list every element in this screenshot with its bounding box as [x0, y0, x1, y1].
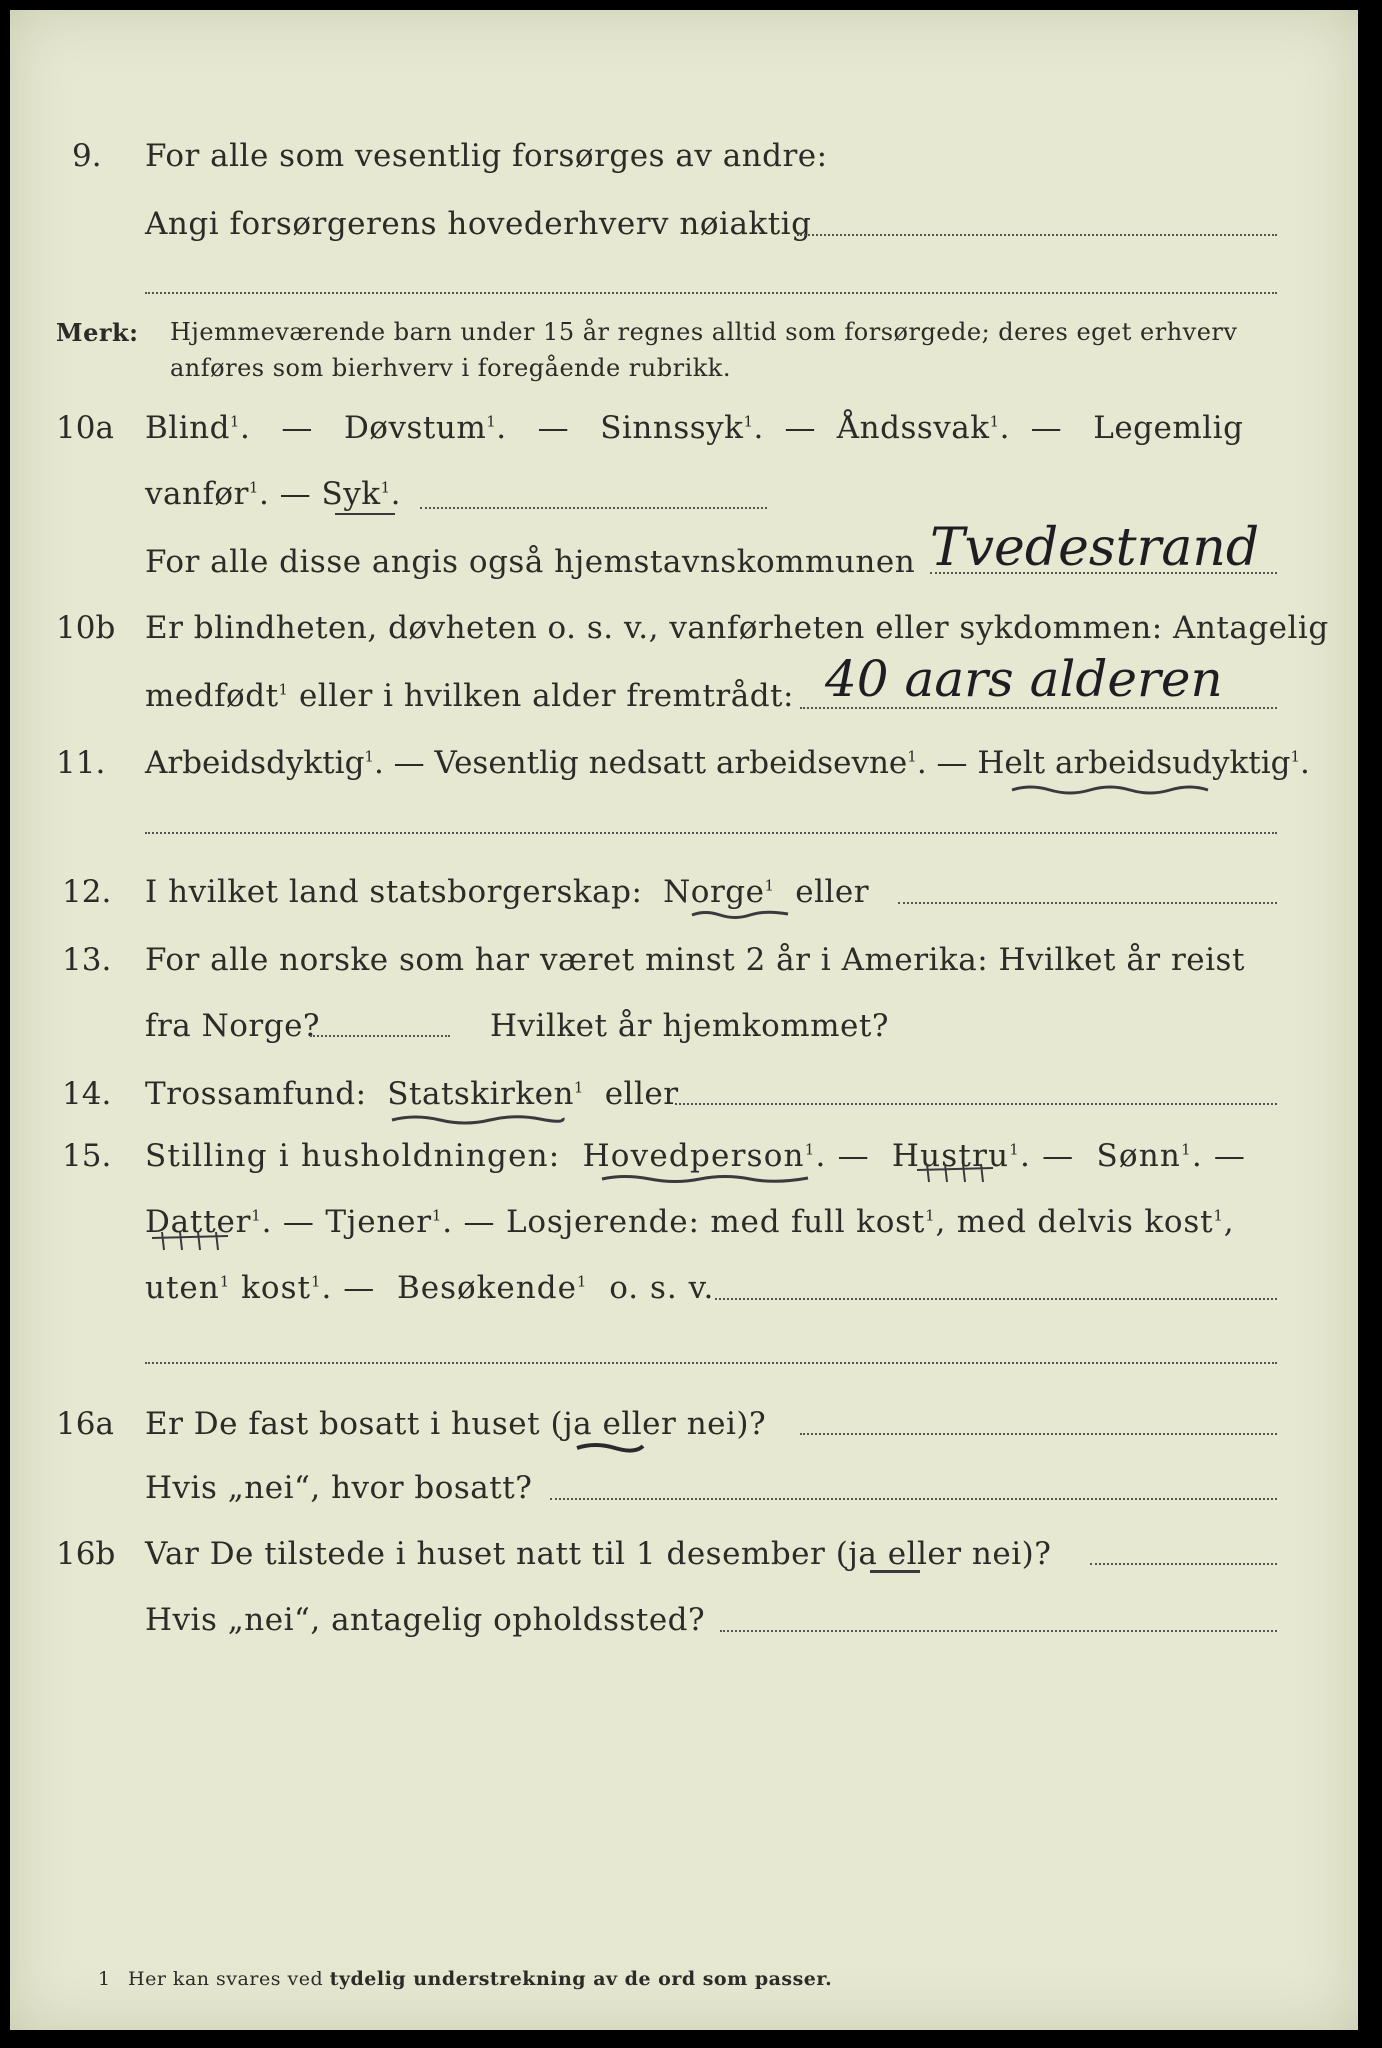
q11-extra-line: [145, 832, 1277, 834]
q10b-line2b: eller i hvilken alder fremtrådt:: [298, 678, 794, 714]
norge-option: Norge: [663, 874, 765, 910]
q10a-line3: For alle disse angis også hjemstavnskommunen: [145, 544, 916, 580]
q15-extra-line: [145, 1362, 1277, 1364]
q14-text: Trossamfund:: [145, 1076, 367, 1112]
footnote-line: [128, 1968, 832, 1990]
q9-line1: For alle som vesentlig forsørges av andre:: [145, 138, 828, 174]
q10b-line1: Er blindheten, døvheten o. s. v., vanførheten eller sykdommen: Antagelig: [145, 610, 1329, 646]
q13-line1: For alle norske som har været minst 2 år i Amerika: Hvilket år reist: [145, 942, 1245, 978]
syk-underline: [335, 513, 395, 515]
delvis-option: med delvis kost: [956, 1204, 1214, 1240]
ja-underline-16b: [870, 1570, 920, 1573]
losjerende-option: Losjerende: med full kost: [506, 1204, 926, 1240]
q10a-line2-dots: [420, 507, 767, 509]
alder-handwritten: 40 aars alderen: [825, 650, 1223, 708]
merk-line2: anføres som bierhverv i foregående rubrikk.: [170, 354, 731, 382]
uten-option: uten: [145, 1270, 220, 1306]
nedsatt-option: Vesentlig nedsatt arbeidsevne: [434, 745, 908, 781]
q9-line2: Angi forsørgerens hovederhverv nøiaktig: [145, 206, 812, 242]
q13-number: 13.: [62, 942, 112, 978]
tjener-option: Tjener: [325, 1204, 432, 1240]
sinnssyk-option: Sinnssyk: [600, 410, 744, 446]
arbeidsdyktig-option: Arbeidsdyktig: [145, 745, 365, 781]
legemlig-option: Legemlig: [1093, 410, 1244, 446]
sonn-option: Sønn: [1096, 1138, 1182, 1174]
q16b-line1: Var De tilstede i huset natt til 1 desember (ja eller nei)?: [145, 1536, 1052, 1572]
q13-line2a: fra Norge?: [145, 1008, 321, 1044]
udyktig-underline: [1010, 782, 1210, 798]
census-form-page: [10, 10, 1358, 2030]
q16b-line2: Hvis „nei“, antagelig opholdssted?: [145, 1602, 706, 1638]
q10a-line2: vanfør$^1$. — Syk$^1$.: [145, 476, 401, 512]
footnote-mark: 1: [98, 1968, 111, 1990]
andssvak-option: Åndssvak: [836, 410, 990, 446]
q12-text: I hvilket land statsborgerskap:: [145, 874, 643, 910]
hovedperson-option: Hovedperson: [582, 1138, 805, 1174]
q9-extra-line: [145, 292, 1277, 294]
merk-label: Merk:: [56, 318, 139, 347]
q16a-line1: Er De fast bosatt i huset (ja eller nei)?: [145, 1406, 767, 1442]
q15-answer-line: [715, 1298, 1277, 1300]
q16a-line2: Hvis „nei“, hvor bosatt?: [145, 1470, 533, 1506]
footnote-text1: Her kan svares ved: [128, 1968, 324, 1990]
opholdssted-answer-line: [720, 1630, 1277, 1632]
q9-number: 9.: [72, 138, 102, 174]
q10a-line1: Blind$^1$. — Døvstum$^1$. — Sinnssyk$^1$. — Åndssvak$^1$. — Legemlig: [145, 410, 1244, 446]
bosatt-answer-line: [550, 1498, 1277, 1500]
q16a-answer-line: [800, 1433, 1277, 1435]
q15-line1a: Stilling i husholdningen:: [145, 1138, 561, 1174]
q11-line: Arbeidsdyktig$^1$. — Vesentlig nedsatt arbeidsevne$^1$. — Helt arbeidsudyktig$^1$.: [145, 745, 1310, 781]
q11-number: 11.: [56, 745, 106, 781]
q16b-number: 16b: [56, 1536, 116, 1572]
vanfor-option: vanfør: [145, 476, 249, 512]
q15-osv: o. s. v.: [609, 1270, 715, 1306]
q14-answer-line: [675, 1103, 1277, 1105]
udyktig-option: Helt arbeidsudyktig: [977, 745, 1291, 781]
q16a-number: 16a: [56, 1406, 114, 1442]
hovedperson-underline: [600, 1172, 810, 1186]
norge-underline: [690, 908, 790, 922]
q15-number: 15.: [62, 1138, 112, 1174]
q10b-number: 10b: [56, 610, 116, 646]
q15-line2: Datter$^1$. — Tjener$^1$. — Losjerende: med full kost$^1$, med delvis kost$^1$,: [145, 1204, 1235, 1240]
q13-line2b: Hvilket år hjemkommet?: [490, 1008, 889, 1044]
medfodt-option: medfødt: [145, 678, 279, 714]
q15-line3: uten$^1$ kost$^1$. — Besøkende$^1$ o. s. v.: [145, 1270, 715, 1306]
q16b-answer-line: [1090, 1563, 1277, 1565]
datter-strikethrough: [150, 1230, 230, 1252]
hjemstavn-handwritten: Tvedestrand: [930, 518, 1260, 578]
kost-option: kost: [241, 1270, 311, 1306]
q15-line1: Stilling i husholdningen: Hovedperson$^1$. — Hustru$^1$. — Sønn$^1$. —: [145, 1138, 1247, 1174]
footnote-text2: tydelig understrekning av de ord som passer.: [329, 1968, 833, 1990]
q12-number: 12.: [62, 874, 112, 910]
q10a-number: 10a: [56, 410, 114, 446]
hustru-option: Hustru: [891, 1138, 1010, 1174]
ja-underline-16a: [575, 1440, 645, 1454]
blind-option: Blind: [145, 410, 230, 446]
merk-line1: Hjemmeværende barn under 15 år regnes alltid som forsørgede; deres eget erhverv: [170, 318, 1238, 346]
q12-eller: eller: [795, 874, 870, 910]
q14-number: 14.: [62, 1076, 112, 1112]
q14-eller: eller: [604, 1076, 679, 1112]
statskirken-underline: [390, 1110, 565, 1128]
q10b-line2: medfødt$^1$ eller i hvilken alder fremtrådt:: [145, 678, 794, 714]
q9-answer-line: [797, 234, 1277, 236]
q12-line: I hvilket land statsborgerskap: Norge$^1$ eller: [145, 874, 870, 910]
reist-answer-line: [310, 1035, 450, 1037]
dovstum-option: Døvstum: [343, 410, 487, 446]
q14-line: Trossamfund: Statskirken$^1$ eller: [145, 1076, 679, 1112]
statskirken-option: Statskirken: [387, 1076, 574, 1112]
besokende-option: Besøkende: [396, 1270, 577, 1306]
q12-answer-line: [898, 902, 1277, 904]
syk-option: Syk: [321, 476, 381, 512]
datter-option: Datter: [145, 1204, 252, 1240]
hustru-strikethrough: [915, 1162, 995, 1184]
